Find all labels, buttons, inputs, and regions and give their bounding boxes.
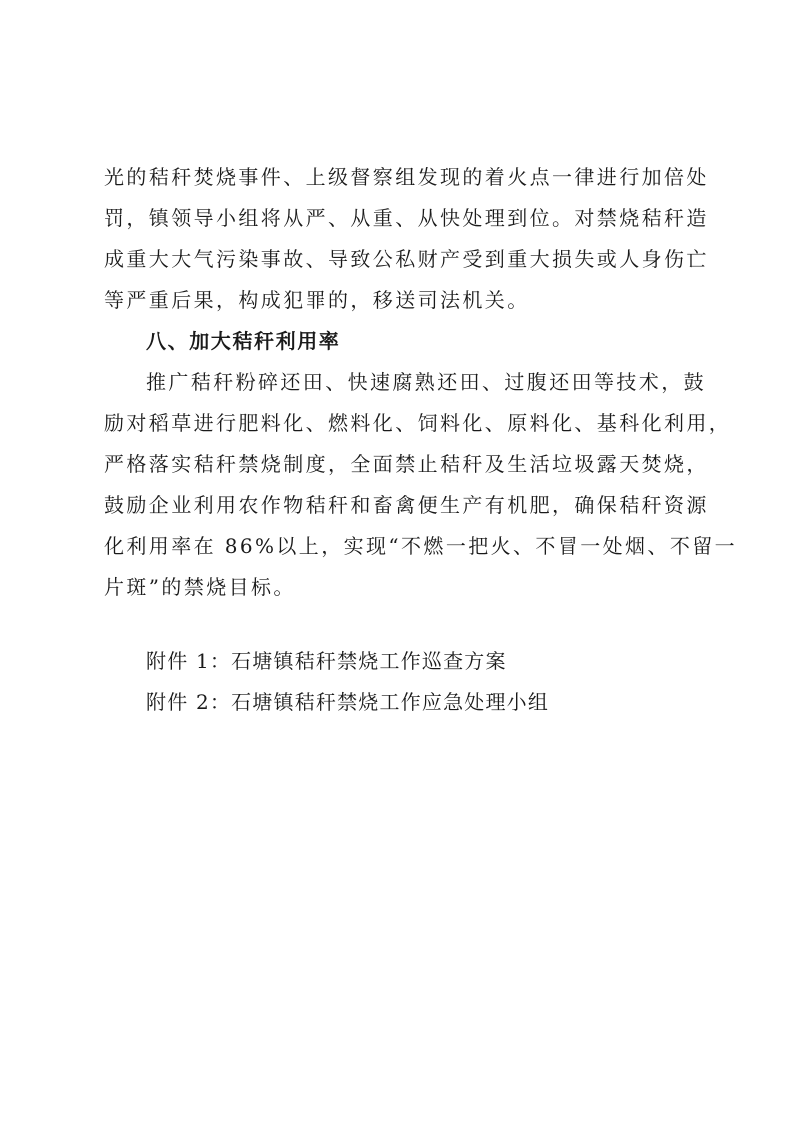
paragraph-line: 化利用率在 86%以上，实现“不燃一把火、不冒一处烟、不留一 bbox=[104, 534, 738, 558]
paragraph-line: 成重大大气污染事故、导致公私财产受到重大损失或人身伤亡 bbox=[104, 247, 709, 271]
section-heading: 八、加大秸秆利用率 bbox=[146, 329, 341, 353]
paragraph-line: 片斑”的禁烧目标。 bbox=[104, 575, 296, 599]
paragraph-line: 光的秸秆焚烧事件、上级督察组发现的着火点一律进行加倍处 bbox=[104, 165, 709, 189]
paragraph-line: 严格落实秸秆禁烧制度，全面禁止秸秆及生活垃圾露天焚烧， bbox=[104, 452, 709, 476]
paragraph-line: 罚，镇领导小组将从严、从重、从快处理到位。对禁烧秸秆造 bbox=[104, 206, 709, 230]
paragraph-line: 鼓励企业利用农作物秸秆和畜禽便生产有机肥，确保秸秆资源 bbox=[104, 493, 709, 517]
paragraph-line: 推广秸秆粉碎还田、快速腐熟还田、过腹还田等技术，鼓 bbox=[146, 370, 706, 394]
attachment-1: 附件 1：石塘镇秸秆禁烧工作巡查方案 bbox=[146, 649, 507, 673]
attachment-2: 附件 2：石塘镇秸秆禁烧工作应急处理小组 bbox=[146, 690, 550, 714]
paragraph-line: 励对稻草进行肥料化、燃料化、饲料化、原料化、基科化利用， bbox=[104, 411, 732, 435]
paragraph-line: 等严重后果，构成犯罪的，移送司法机关。 bbox=[104, 288, 530, 312]
